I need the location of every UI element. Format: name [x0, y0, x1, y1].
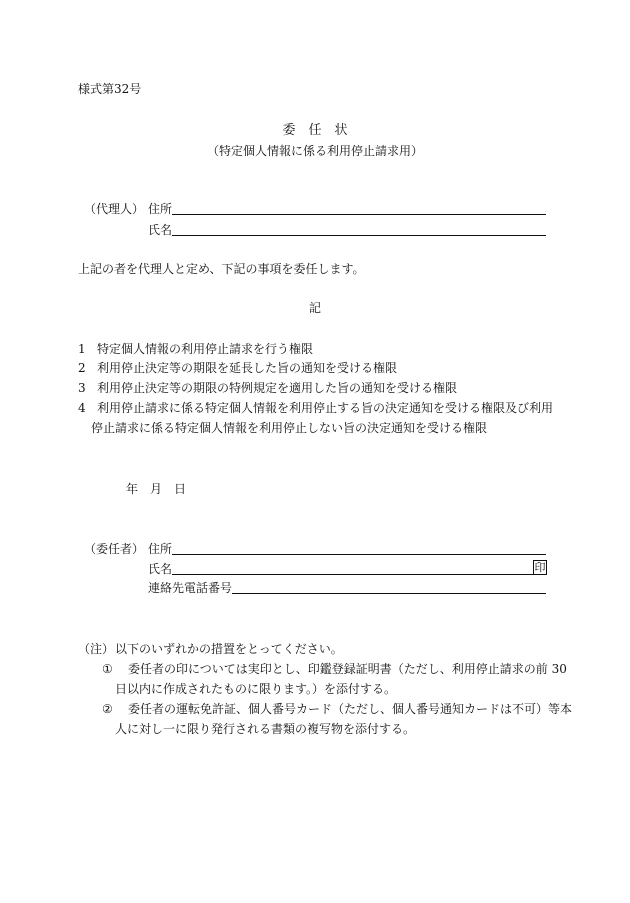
- delegator-phone-field[interactable]: [232, 579, 546, 594]
- list-item: 利用停止請求に係る特定個人情報を利用停止する旨の決定通知を受ける権限及び利用: [97, 401, 554, 415]
- seal-mark: 印: [534, 561, 546, 574]
- list-item: 特定個人情報の利用停止請求を行う権限: [97, 342, 314, 356]
- list-item-continuation: 停止請求に係る特定個人情報を利用停止しない旨の決定通知を受ける権限: [91, 421, 488, 435]
- delegator-address-field[interactable]: [172, 540, 546, 555]
- list-item-num: 3: [78, 381, 86, 395]
- document-subtitle: （特定個人情報に係る利用停止請求用）: [206, 144, 423, 158]
- agent-address-label: 住所: [148, 202, 173, 216]
- list-item-num: 2: [78, 361, 86, 375]
- note-text-continuation: 日以内に作成されたものに限ります。）を添付する。: [115, 682, 397, 696]
- agent-name-label: 氏名: [148, 223, 173, 237]
- agent-name-field[interactable]: [172, 221, 546, 236]
- ki-heading: 記: [308, 301, 321, 315]
- delegation-statement: 上記の者を代理人と定め、下記の事項を委任します。: [78, 262, 365, 276]
- delegator-address-label: 住所: [148, 542, 173, 556]
- delegator-label: （委任者）: [84, 542, 145, 556]
- note-text-continuation: 人に対し一に限り発行される書類の複写物を添付する。: [115, 722, 416, 736]
- note-mark: ①: [102, 662, 113, 676]
- delegator-phone-label: 連絡先電話番号: [148, 581, 233, 595]
- list-item-num: 4: [78, 401, 86, 415]
- note-text: 委任者の運転免許証、個人番号カード（ただし、個人番号通知カードは不可）等本: [128, 702, 573, 716]
- delegator-name-label: 氏名: [148, 562, 173, 576]
- form-number: 様式第32号: [78, 82, 142, 96]
- note-text: 委任者の印については実印とし、印鑑登録証明書（ただし、利用停止請求の前 30: [128, 662, 567, 676]
- delegator-name-field[interactable]: [172, 560, 546, 575]
- date-day: 日: [174, 482, 187, 496]
- list-item: 利用停止決定等の期限を延長した旨の通知を受ける権限: [97, 361, 398, 375]
- date-month: 月: [150, 482, 163, 496]
- notes-label: （注）: [78, 642, 115, 656]
- document-title: 委 任 状: [282, 123, 348, 138]
- agent-address-field[interactable]: [172, 200, 546, 215]
- agent-label: （代理人）: [84, 202, 145, 216]
- list-item-num: 1: [78, 342, 86, 356]
- date-year: 年: [126, 482, 139, 496]
- note-mark: ②: [102, 702, 113, 716]
- list-item: 利用停止決定等の期限の特例規定を適用した旨の通知を受ける権限: [97, 381, 458, 395]
- notes-intro: 以下のいずれかの措置をとってください。: [115, 642, 343, 656]
